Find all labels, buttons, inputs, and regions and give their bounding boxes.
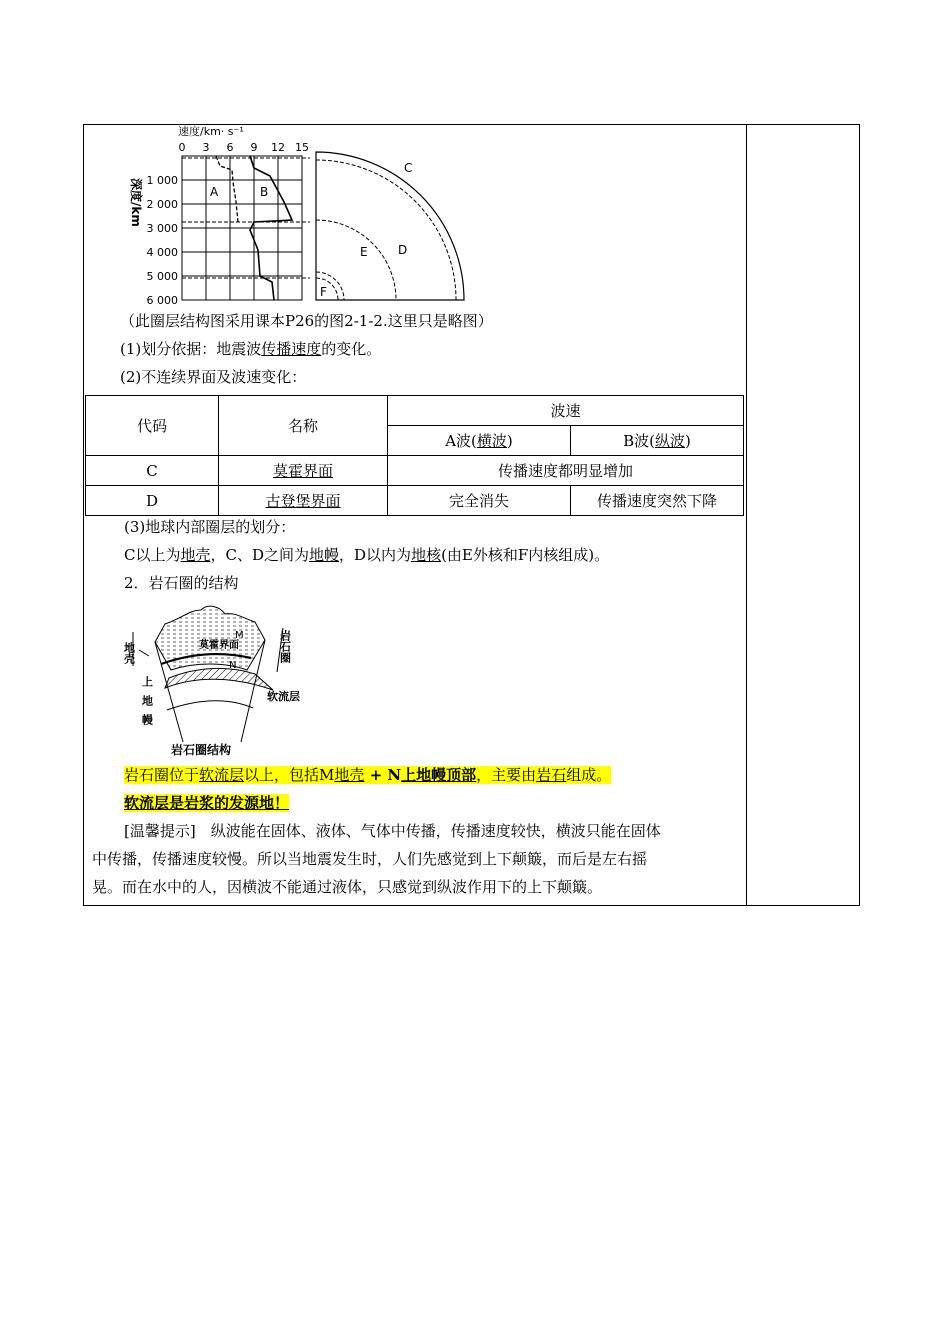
item-1: (1)划分依据：地震波传播速度的变化。 [120, 340, 382, 358]
table-row [86, 486, 744, 516]
speed-tick: 15 [295, 141, 309, 154]
table-row [86, 456, 744, 486]
moho-label: 莫霍界面 [199, 640, 239, 651]
lithosphere-label: 岩石圈 [278, 630, 292, 663]
cell-name: 莫霍界面 [219, 456, 388, 486]
highlight-sentence-2: 软流层是岩浆的发源地！ [124, 794, 290, 812]
curve-b-label: B [260, 185, 269, 199]
speed-axis-label: 速度/km· s⁻¹ [178, 125, 244, 138]
speed-tick: 0 [178, 141, 186, 154]
n-label: N [229, 660, 237, 671]
label-e: E [360, 245, 368, 259]
cell-speed: 传播速度都明显增加 [388, 456, 744, 486]
cell-a: 完全消失 [388, 486, 571, 516]
wave-speed-table [85, 395, 744, 516]
figure-title: 岩石圈结构 [171, 743, 232, 757]
depth-tick: 6 000 [146, 294, 178, 307]
speed-tick: 12 [271, 141, 285, 154]
speed-tick-labels [179, 141, 310, 154]
cell-code: D [86, 486, 219, 516]
m-label: M [235, 630, 244, 641]
seismic-wave-figure [120, 120, 470, 310]
lithosphere-figure [122, 600, 325, 760]
depth-tick: 4 000 [146, 246, 178, 259]
depth-tick: 2 000 [146, 198, 178, 211]
depth-tick: 3 000 [146, 222, 178, 235]
curve-a-label: A [210, 185, 219, 199]
layer-division-line: C以上为地壳，C、D之间为地幔，D以内为地核(由E外核和F内核组成)。 [124, 546, 610, 564]
label-f: F [320, 285, 327, 299]
cell-code: C [86, 456, 219, 486]
section-2-heading: 2．岩石圈的结构 [124, 574, 239, 592]
header-a-wave: A波(横波) [388, 426, 571, 456]
asthenosphere-label: 软流层 [267, 690, 300, 703]
depth-tick-labels [147, 174, 179, 307]
cell-b: 传播速度突然下降 [571, 486, 744, 516]
tip-line-3: 晃。而在水中的人，因横波不能通过液体，只感觉到纵波作用下的上下颠簸。 [92, 878, 603, 896]
item-3: (3)地球内部圈层的划分： [124, 518, 296, 536]
earth-quadrant [316, 152, 464, 300]
column-divider [746, 125, 747, 905]
label-c: C [404, 161, 413, 175]
depth-tick: 1 000 [146, 174, 178, 187]
speed-tick: 3 [202, 141, 210, 154]
header-speed: 波速 [388, 396, 744, 426]
label-d: D [398, 243, 408, 257]
header-name: 名称 [219, 396, 388, 456]
crust-label: 地壳 [122, 642, 136, 664]
tip-line-1: [温馨提示] 纵波能在固体、液体、气体中传播，传播速度较快，横波只能在固体 [124, 822, 661, 840]
figure-caption: （此圈层结构图采用课本P26的图2-1-2.这里只是略图） [120, 312, 493, 330]
depth-tick: 5 000 [146, 270, 178, 283]
cell-name: 古登堡界面 [219, 486, 388, 516]
header-code: 代码 [86, 396, 219, 456]
speed-tick: 6 [226, 141, 234, 154]
depth-axis-label: 深度/km [129, 178, 143, 227]
highlight-sentence-1: 岩石圈位于软流层以上，包括M地壳 + N上地幔顶部，主要由岩石组成。 [124, 766, 612, 784]
header-b-wave: B波(纵波) [571, 426, 744, 456]
tip-line-2: 中传播，传播速度较慢。所以当地震发生时，人们先感觉到上下颠簸，而后是左右摇 [92, 850, 648, 868]
speed-tick: 9 [250, 141, 258, 154]
upper-mantle-label: 上地幔 [140, 676, 154, 733]
curve-a-transverse [216, 156, 238, 222]
item-2: (2)不连续界面及波速变化： [120, 368, 307, 386]
